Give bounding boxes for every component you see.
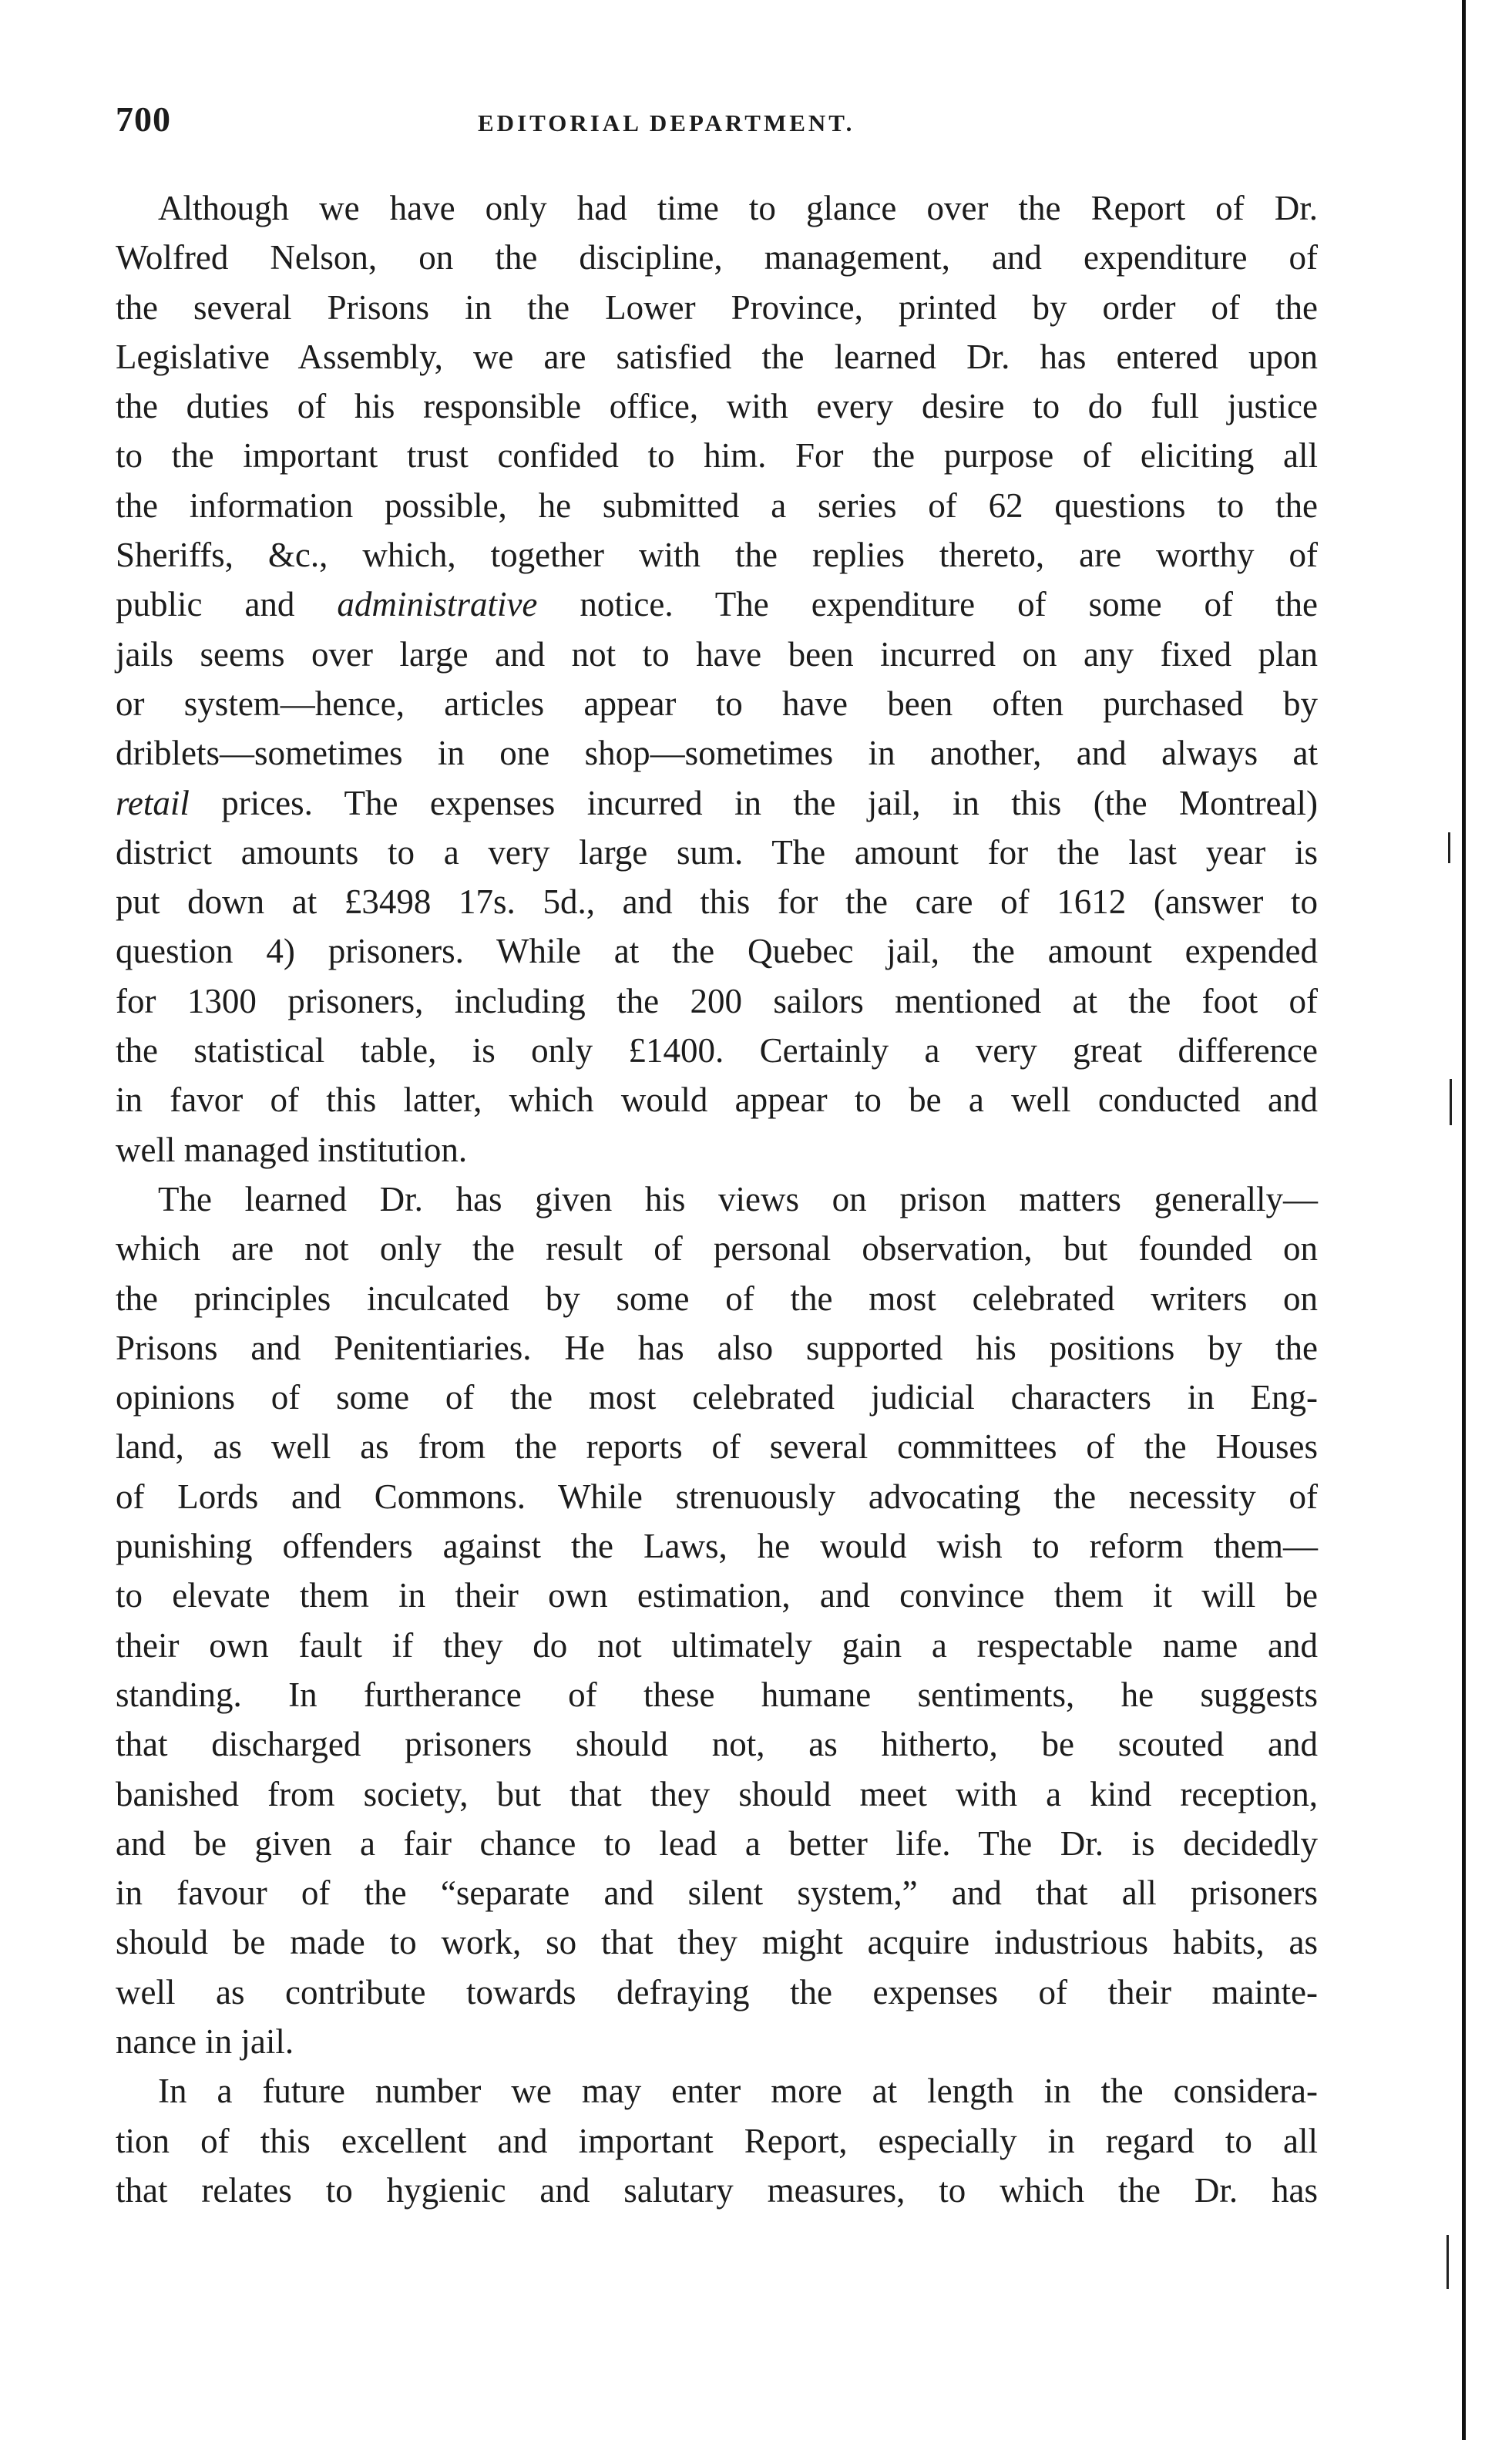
text-line: In a future number we may enter more at length in the considera- xyxy=(158,2072,1318,2111)
text-line: banished from society, but that they should meet with a kind reception, xyxy=(116,1774,1318,1813)
page-binding-edge xyxy=(1462,0,1466,2440)
running-title: EDITORIAL DEPARTMENT. xyxy=(478,109,855,136)
text-line: driblets—sometimes in one shop—sometimes in another, and always at xyxy=(116,734,1318,773)
paragraph-3 xyxy=(116,2066,1318,2215)
text-line: that relates to hygienic and salutary measures, to which the Dr. has xyxy=(116,2170,1318,2210)
page-number: 700 xyxy=(116,99,171,139)
text-line: in favor of this latter, which would appear to be a well conducted and xyxy=(116,1081,1318,1120)
line-segment: notice. The expenditure of some of the xyxy=(537,585,1318,624)
text-line: land, as well as from the reports of several committees of the Houses xyxy=(116,1427,1318,1467)
paragraph-2 xyxy=(116,1175,1318,2066)
text-line: well as contribute towards defraying the expenses of their mainte- xyxy=(116,1972,1318,2011)
text-line: Legislative Assembly, we are satisfied the learned Dr. has entered upon xyxy=(116,337,1318,376)
text-line: should be made to work, so that they might acquire industrious habits, as xyxy=(116,1923,1318,1962)
text-line xyxy=(116,580,1318,629)
text-line: question 4) prisoners. While at the Quebec jail, the amount expended xyxy=(116,932,1318,971)
text-line: jails seems over large and not to have been incurred on any fixed plan xyxy=(116,634,1318,674)
text-line: that discharged prisoners should not, as hitherto, be scouted and xyxy=(116,1725,1318,1764)
scan-mark xyxy=(1448,832,1450,863)
text-line: the statistical table, is only £1400. Certainly a very great difference xyxy=(116,1031,1318,1070)
text-line: the several Prisons in the Lower Province, printed by order of the xyxy=(116,287,1318,327)
paragraph-1 xyxy=(116,183,1318,1175)
text-line: Wolfred Nelson, on the discipline, management, and expenditure of xyxy=(116,238,1318,277)
running-head xyxy=(116,99,1318,153)
text-line: for 1300 prisoners, including the 200 sailors mentioned at the foot of xyxy=(116,981,1318,1020)
italic-term: administrative xyxy=(337,585,538,624)
text-line: the information possible, he submitted a series of 62 questions to the xyxy=(116,486,1318,525)
text-line: and be given a fair chance to lead a better life. The Dr. is decidedly xyxy=(116,1823,1318,1863)
text-line: or system—hence, articles appear to have been often purchased by xyxy=(116,684,1318,723)
text-line: Sheriffs, &c., which, together with the replies thereto, are worthy of xyxy=(116,536,1318,575)
text-line: Although we have only had time to glance over the Report of Dr. xyxy=(158,189,1318,227)
italic-term: retail xyxy=(116,783,190,822)
text-line xyxy=(116,778,1318,828)
text-line: nance in jail. xyxy=(116,2022,294,2061)
text-line: in favour of the “separate and silent system,” and that all prisoners xyxy=(116,1874,1318,1913)
text-line: their own fault if they do not ultimately gain a respectable name and xyxy=(116,1625,1318,1665)
text-line: the duties of his responsible office, with every desire to do full justice xyxy=(116,387,1318,426)
text-line: to elevate them in their own estimation, and convince them it will be xyxy=(116,1576,1318,1615)
text-line: opinions of some of the most celebrated judicial characters in Eng- xyxy=(116,1378,1318,1417)
text-line: standing. In furtherance of these humane sentiments, he suggests xyxy=(116,1675,1318,1714)
text-line: The learned Dr. has given his views on prison matters generally— xyxy=(158,1179,1318,1218)
article-body xyxy=(116,183,1318,2215)
line-segment: public and xyxy=(116,585,338,624)
text-line: the principles inculcated by some of the most celebrated writers on xyxy=(116,1279,1318,1318)
text-line: tion of this excellent and important Report, especially in regard to all xyxy=(116,2121,1318,2160)
text-line: well managed institution. xyxy=(116,1130,468,1169)
line-segment: prices. The expenses incurred in the jail, in this (the Montreal) xyxy=(189,783,1318,822)
text-line: to the important trust confided to him. For the purpose of eliciting all xyxy=(116,436,1318,476)
text-line: which are not only the result of personal observation, but founded on xyxy=(116,1229,1318,1269)
text-line: district amounts to a very large sum. The amount for the last year is xyxy=(116,832,1318,872)
scan-mark xyxy=(1446,2235,1449,2289)
text-line: put down at £3498 17s. 5d., and this for the care of 1612 (answer to xyxy=(116,882,1318,922)
text-line: punishing offenders against the Laws, he would wish to reform them— xyxy=(116,1527,1318,1566)
text-line: Prisons and Penitentiaries. He has also supported his positions by the xyxy=(116,1328,1318,1367)
text-line: of Lords and Commons. While strenuously advocating the necessity of xyxy=(116,1477,1318,1516)
scan-mark xyxy=(1450,1079,1452,1125)
